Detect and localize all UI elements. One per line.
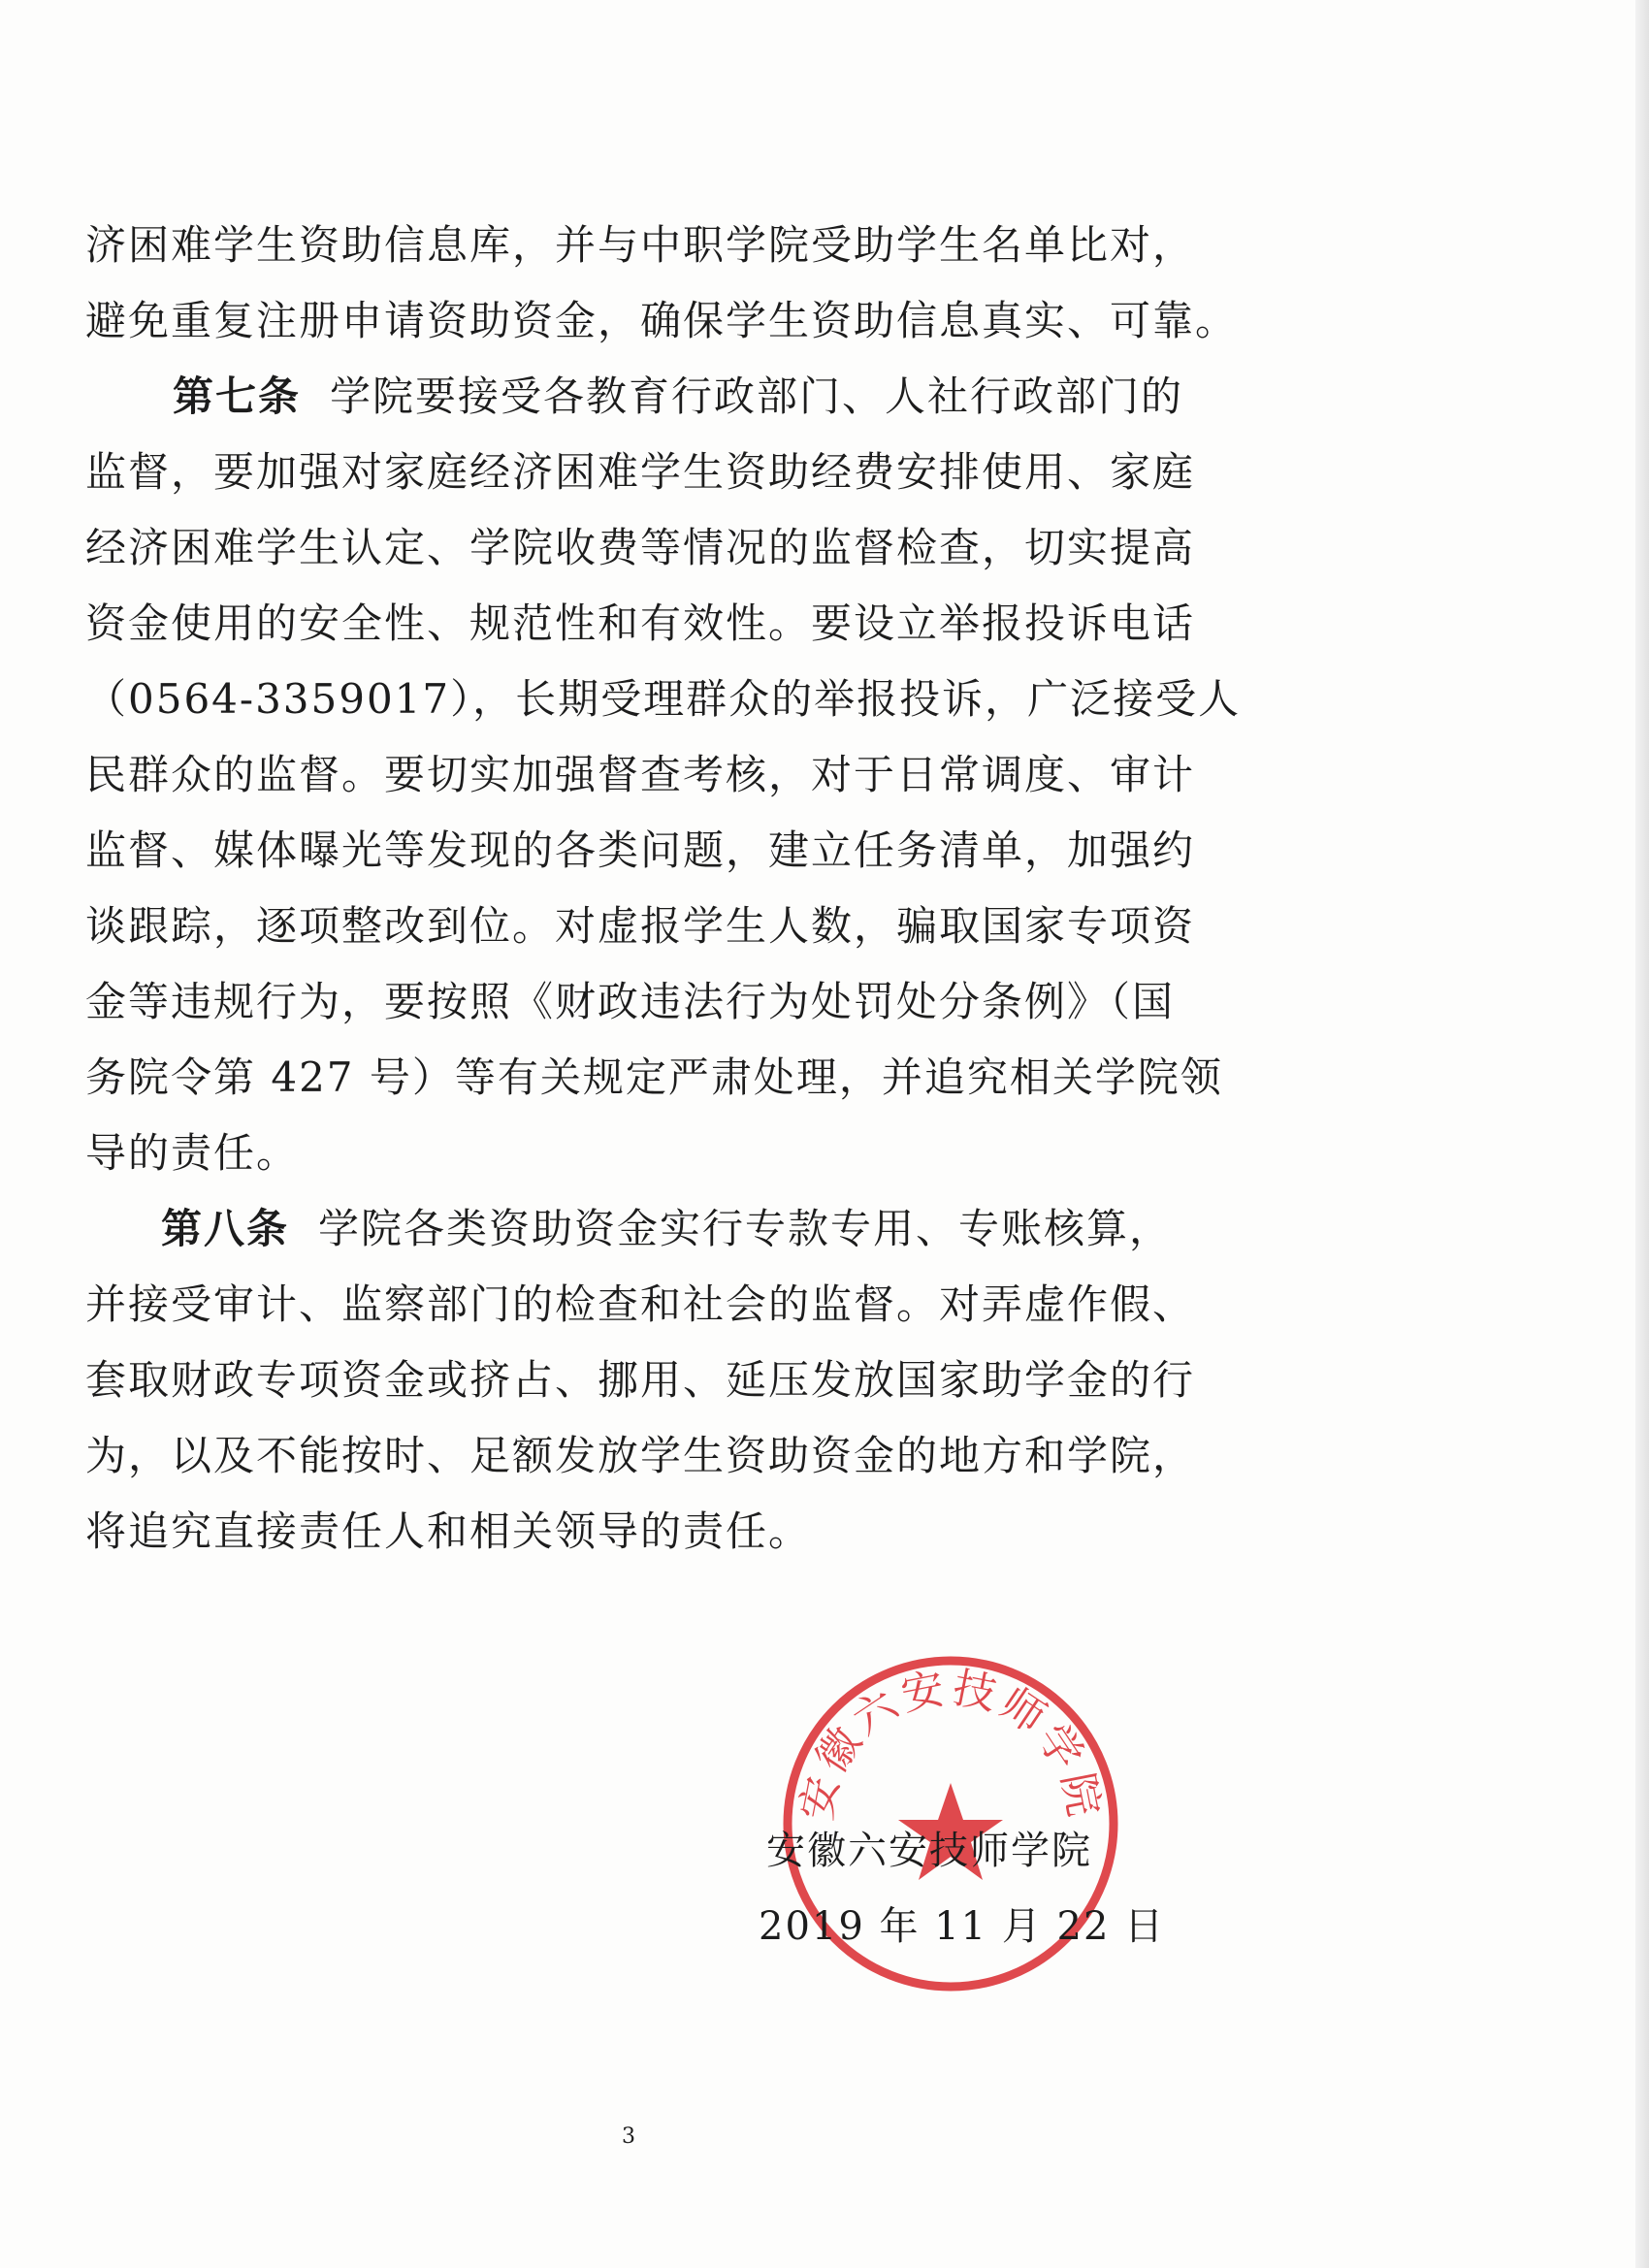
article-8-first-line: 学院各类资助资金实行专款专用、专账核算，: [318, 1205, 1173, 1252]
body-line: 谈跟踪，逐项整改到位。对虚报学生人数，骗取国家专项资: [85, 902, 1196, 950]
body-line: 监督、媒体曝光等发现的各类问题，建立任务清单，加强约: [85, 826, 1196, 874]
signature-organization: 安徽六安技师学院: [766, 1829, 1092, 1873]
body-line: 经济困难学生认定、学院收费等情况的监督检查，切实提高: [85, 524, 1196, 571]
body-line: 务院令第 427 号）等有关规定严肃处理，并追究相关学院领: [85, 1053, 1223, 1101]
body-line: 监督，要加强对家庭经济困难学生资助经费安排使用、家庭: [85, 448, 1196, 496]
page-number: 3: [622, 2124, 635, 2149]
body-line: 为，以及不能按时、足额发放学生资助资金的地方和学院，: [85, 1432, 1196, 1479]
body-line: 套取财政专项资金或挤占、挪用、延压发放国家助学金的行: [85, 1356, 1196, 1404]
body-line: 并接受审计、监察部门的检查和社会的监督。对弄虚作假、: [85, 1280, 1196, 1328]
body-line: 民群众的监督。要切实加强督查考核，对于日常调度、审计: [85, 751, 1196, 798]
seal-text: 安徽六安技师学院: [792, 1663, 1110, 1825]
body-line: 将追究直接责任人和相关领导的责任。: [85, 1507, 812, 1555]
body-line: 资金使用的安全性、规范性和有效性。要设立举报投诉电话: [85, 599, 1196, 647]
scan-edge: [1635, 0, 1649, 2268]
article-8-label: 第八条: [161, 1205, 290, 1252]
article-7-heading-line: [173, 363, 1183, 431]
signature-date: 2019 年 11 月 22 日: [759, 1904, 1166, 1949]
article-7-label: 第七条: [173, 373, 302, 420]
body-line: 金等违规行为，要按照《财政违法行为处罚处分条例》（国: [85, 978, 1176, 1025]
body-line: 避免重复注册申请资助资金，确保学生资助信息真实、可靠。: [85, 297, 1239, 344]
body-line: 济困难学生资助信息库，并与中职学院受助学生名单比对，: [85, 221, 1196, 269]
body-line: 导的责任。: [85, 1129, 300, 1177]
article-8-heading-line: [161, 1195, 1172, 1263]
body-line: （0564-3359017），长期受理群众的举报投诉，广泛接受人: [85, 675, 1242, 723]
article-7-first-line: 学院要接受各教育行政部门、人社行政部门的: [330, 373, 1184, 420]
